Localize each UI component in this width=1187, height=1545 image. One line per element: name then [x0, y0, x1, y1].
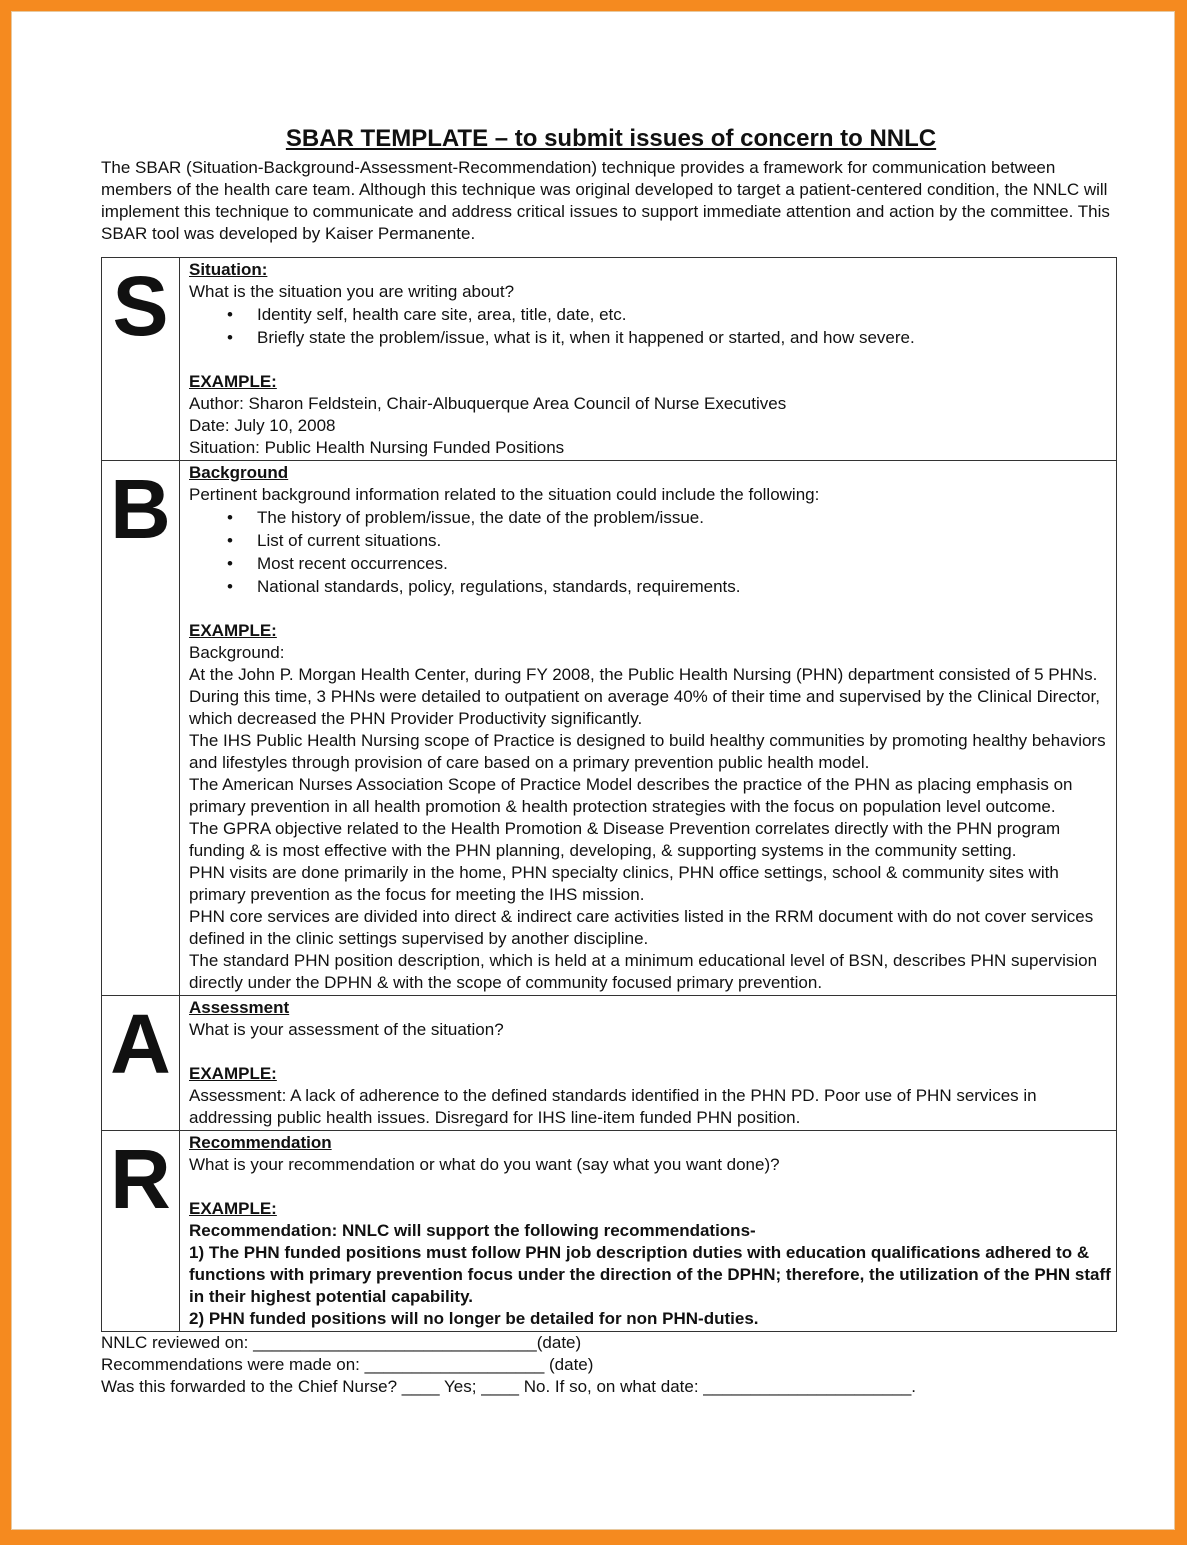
document-content [101, 125, 1121, 1398]
recommendation-line: Recommendation: NNLC will support the following recommendations- [189, 1221, 756, 1240]
document-page [11, 11, 1175, 1530]
situation-example-line: Author: Sharon Feldstein, Chair-Albuquerque Area Council of Nurse Executives [189, 394, 787, 413]
assessment-cell [180, 996, 1117, 1131]
list-item: • The history of problem/issue, the date of the problem/issue. [257, 506, 1112, 529]
intro-paragraph: The SBAR (Situation-Background-Assessment-Recommendation) technique provides a framework for communication between members of the health care team. Although this technique was original developed to target a patient-centered condition, the NNLC will implement this technique to communicate and address critical issues to support immediate attention and action by the committee. This SBAR tool was developed by Kaiser Permanente. [101, 158, 1110, 243]
footer-section [101, 1332, 1121, 1398]
situation-cell [180, 258, 1117, 461]
assessment-heading: Assessment [189, 998, 290, 1017]
list-item: • Most recent occurrences. [257, 552, 1112, 575]
background-cell [180, 461, 1117, 996]
background-letter: B [102, 461, 180, 996]
situation-letter: S [102, 258, 180, 461]
background-question: Pertinent background information related to the situation could include the following: [189, 485, 820, 504]
situation-example-line: Situation: Public Health Nursing Funded Positions [189, 438, 565, 457]
list-item: • Identity self, health care site, area, title, date, etc. [257, 303, 1112, 326]
recommendation-letter: R [102, 1131, 180, 1332]
background-paragraph: The IHS Public Health Nursing scope of Practice is designed to build healthy communities by promoting healthy behaviors and lifestyles through provision of care based on a primary prevention public health model. [189, 731, 1106, 772]
situation-bullets [189, 303, 1112, 349]
recommendation-question: What is your recommendation or what do you want (say what you want done)? [189, 1155, 780, 1174]
recommendations-line: Recommendations were made on: ___________________ (date) [101, 1355, 594, 1374]
background-paragraph: The GPRA objective related to the Health Promotion & Disease Prevention correlates directly with the PHN program funding & is most effective with the PHN planning, developing, & supporting systems in the community setting. [189, 819, 1061, 860]
situation-heading: Situation: [189, 260, 268, 279]
assessment-question: What is your assessment of the situation? [189, 1020, 504, 1039]
recommendation-row [102, 1131, 1117, 1332]
sbar-table [101, 257, 1117, 1332]
assessment-row [102, 996, 1117, 1131]
recommendation-line: 1) The PHN funded positions must follow PHN job description duties with education qualifications adhered to & functions with primary prevention focus under the direction of the DPHN; therefore, the utilization of the PHN staff in their highest potential capability. [189, 1243, 1111, 1306]
recommendation-example-label: EXAMPLE: [189, 1199, 277, 1218]
list-item: • National standards, policy, regulations, standards, requirements. [257, 575, 1112, 598]
page-title: SBAR TEMPLATE – to submit issues of concern to NNLC [285, 125, 937, 152]
assessment-example-text: Assessment: A lack of adherence to the defined standards identified in the PHN PD. Poor use of PHN services in addressing public health issues. Disregard for IHS line-item funded PHN position. [189, 1086, 1037, 1127]
background-example-label: EXAMPLE: [189, 621, 277, 640]
situation-question: What is the situation you are writing about? [189, 282, 515, 301]
background-bullets [189, 506, 1112, 598]
list-item: • Briefly state the problem/issue, what is it, when it happened or started, and how severe. [257, 326, 1112, 349]
assessment-example-label: EXAMPLE: [189, 1064, 277, 1083]
situation-example-label: EXAMPLE: [189, 372, 277, 391]
background-paragraph: The American Nurses Association Scope of Practice Model describes the practice of the PHN as placing emphasis on primary prevention in all health promotion & health protection strategies with the focus on population level outcome. [189, 775, 1073, 816]
background-paragraph: PHN visits are done primarily in the home, PHN specialty clinics, PHN office settings, school & community sites with primary prevention as the focus for meeting the IHS mission. [189, 863, 1059, 904]
recommendation-cell [180, 1131, 1117, 1332]
background-paragraph: PHN core services are divided into direct & indirect care activities listed in the RRM document with do not cover services defined in the clinic settings supervised by another discipline. [189, 907, 1094, 948]
background-paragraph: At the John P. Morgan Health Center, during FY 2008, the Public Health Nursing (PHN) department consisted of 5 PHNs. During this time, 3 PHNs were detailed to outpatient on average 40% of their time and supervised by the Clinical Director, which decreased the PHN Provider Productivity significantly. [189, 665, 1100, 728]
background-row [102, 461, 1117, 996]
assessment-letter: A [102, 996, 180, 1131]
forwarded-line: Was this forwarded to the Chief Nurse? ____ Yes; ____ No. If so, on what date: ______________________. [101, 1377, 917, 1396]
background-heading: Background [189, 463, 289, 482]
situation-example-line: Date: July 10, 2008 [189, 416, 336, 435]
recommendation-heading: Recommendation [189, 1133, 332, 1152]
list-item: • List of current situations. [257, 529, 1112, 552]
reviewed-line: NNLC reviewed on: ______________________________(date) [101, 1333, 582, 1352]
situation-row [102, 258, 1117, 461]
background-paragraph: The standard PHN position description, which is held at a minimum educational level of BSN, describes PHN supervision directly under the DPHN & with the scope of community focused primary prevention. [189, 951, 1098, 992]
recommendation-line: 2) PHN funded positions will no longer be detailed for non PHN-duties. [189, 1309, 759, 1328]
background-example-sub: Background: [189, 643, 285, 662]
